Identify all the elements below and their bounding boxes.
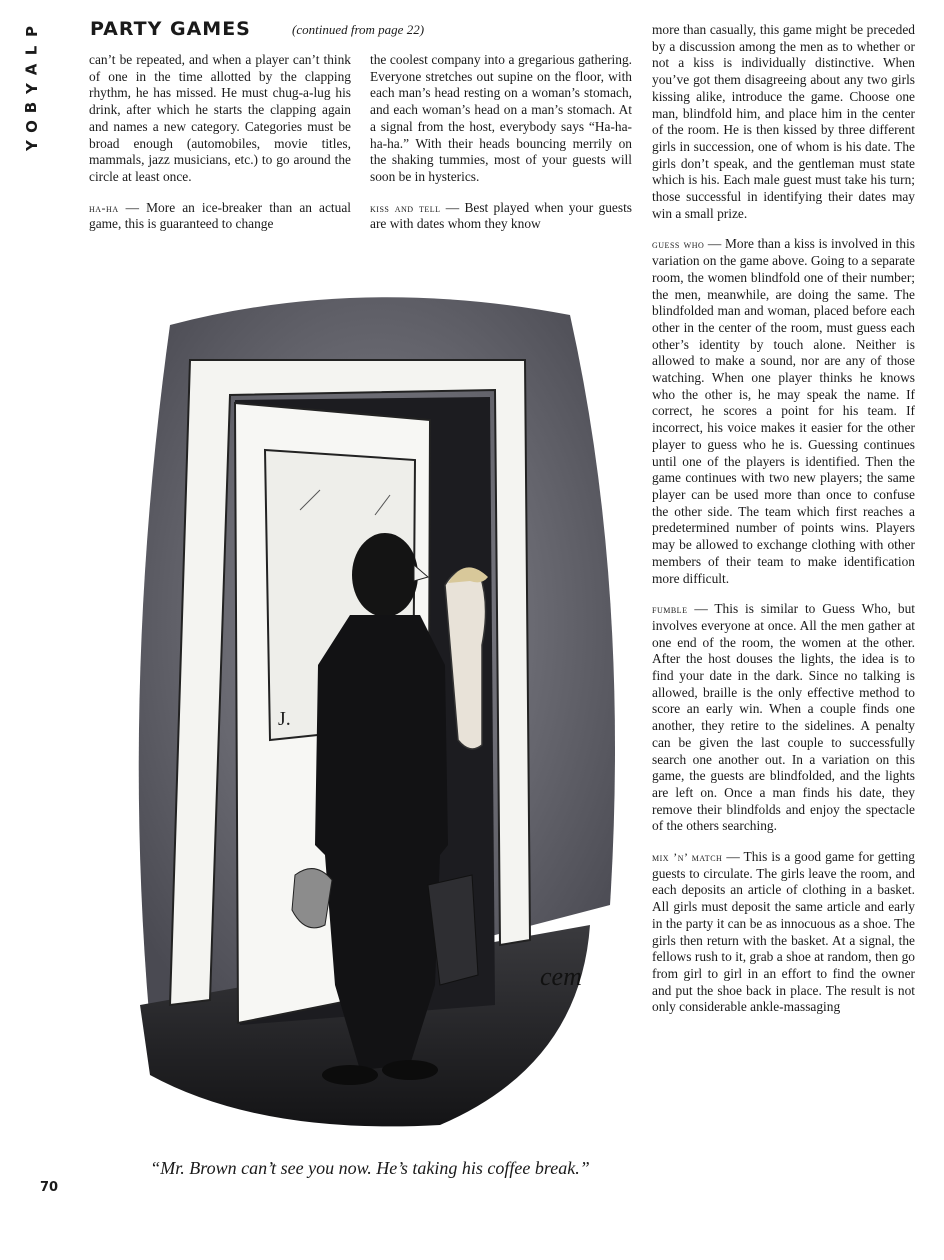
paragraph-text: — More than a kiss is involved in this variation on the game above. Going to a separate room, the women blindfold one of their number; the men, meanwhile, are doing the same. The blindfolded man and woman, placed before each other in the center of the room, must guess each other’s identity by touch alone. Neither is allowed to make a sound, nor are any of those watching. When one player thinks he knows who the other is, he may speak the name. If correct, he scores a point for his team. If incorrect, his voice makes it easier for the other player to guess who he is. Guessing continues until one of the players is identified. Then the game continues with two new players; the same player can be used more than once to confuse the other side. The team which first reaches a predetermined number of points wins. Players may be allowed to exchange clothing with other members of their team to make identification more difficult.: [652, 236, 915, 586]
vertical-label-letter: B: [22, 101, 41, 114]
paragraph: [89, 200, 351, 233]
page-number: 70: [40, 1180, 59, 1195]
section-heading: mix ’n’ match: [652, 850, 723, 865]
vertical-label-letter: A: [22, 63, 41, 76]
paragraph: more than casually, this game might be preceded by a discussion among the men as to whether or not a kiss is individually distinctive. When you’ve got them disagreeing about any two girls kissing alike, introduce the game. Choose one man, blindfold him, and place him in the center of the room. He is then kissed by three different girls in succession, one of whom is his date. The girls don’t speak, and the gentleman must state which is his. Each male guest must take his turn; those successful in identifying their dates may win a small prize.: [652, 22, 915, 221]
vertical-label-letter: O: [22, 120, 41, 133]
text-column-3: [652, 22, 915, 1030]
paragraph: the coolest company into a gregarious gathering. Everyone stretches out supine on the floor, with each man’s head resting on a woman’s stomach, and each woman’s head on a man’s stomach. At a signal from the host, everybody says “Ha-ha-ha-ha.” With their heads bouncing merrily on the shaking tummies, most of your guests will soon be in hysterics.: [370, 52, 632, 184]
text-column-2: [370, 52, 632, 247]
vertical-label-letter: Y: [22, 83, 41, 94]
paragraph-text: — This is a good game for getting guests to circulate. The girls leave the room, and each deposits an article of clothing in a basket. All girls must deposit the same article and early in the party it can be as innocuous as a shoe. The girls then return with the basket. At a signal, the fellows rush to it, grab a shoe at random, then go from girl to girl in an effort to find the owner and put the shoe back in place. The result is not only considerable ankle-massaging: [652, 849, 915, 1015]
paragraph: [370, 200, 632, 233]
door-lettering: J.: [278, 708, 291, 730]
section-heading: kiss and tell: [370, 200, 441, 215]
continuation-note: (continued from page 22): [292, 22, 425, 37]
paragraph: [652, 236, 915, 587]
paragraph: [652, 849, 915, 1016]
vertical-label-letter: L: [22, 45, 41, 56]
vertical-label-letter: Y: [22, 140, 41, 151]
section-heading: ha-ha: [89, 200, 119, 215]
paragraph-text: — Best played when your guests are with dates whom they know: [370, 199, 632, 232]
text-column-1: [89, 52, 351, 247]
paragraph: [652, 601, 915, 835]
cartoon-caption: “Mr. Brown can’t see you now. He’s taking his coffee break.”: [150, 1158, 590, 1178]
artist-signature: cem: [540, 962, 582, 991]
paragraph-text: — This is similar to Guess Who, but involves everyone at once. All the men gather at one end of the room, the women at the other. After the host douses the lights, the idea is to find your date in the dark. Since no talking is allowed, braille is the only effective method to score an early win. When a couple finds one another, they retire to the sidelines. A penalty can be given the last couple to successfully search one another out. In a variation on this game, the guests are blindfolded, and the lights are left on. Once a man finds his date, they remove their blindfolds and enjoy the spectacle of the others searching.: [652, 601, 915, 834]
paragraph: can’t be repeated, and when a player can’t think of one in the time allotted by the clapping rhythm, he has missed. He must chug-a-lug his drink, after which he starts the clapping again and names a new category. Categories must be broad enough (automobiles, movie titles, mammals, jazz musicians, etc.) to go around the circle at least once.: [89, 52, 351, 184]
cartoon-illustration: [110, 285, 620, 1140]
article-title: PARTY GAMES: [90, 18, 251, 40]
paragraph-text: — More an ice-breaker than an actual game, this is guaranteed to change: [89, 199, 351, 232]
section-heading: guess who: [652, 237, 705, 252]
magazine-vertical-label: [22, 22, 42, 155]
section-heading: fumble: [652, 602, 688, 617]
vertical-label-letter: P: [22, 26, 41, 37]
